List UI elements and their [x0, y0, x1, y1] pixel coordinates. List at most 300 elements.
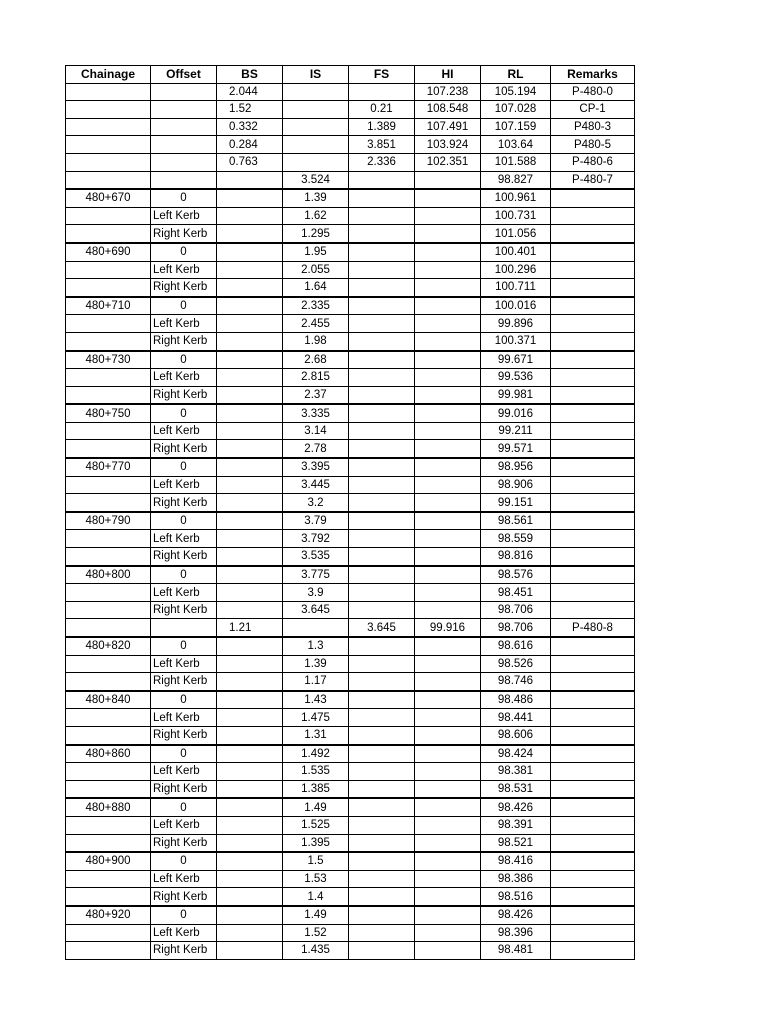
cell-is: 1.385 — [283, 780, 349, 798]
cell-chainage — [66, 601, 151, 619]
header-row — [66, 66, 635, 84]
cell-offset: Left Kerb — [151, 369, 217, 387]
cell-offset: 0 — [151, 458, 217, 476]
cell-offset: Right Kerb — [151, 279, 217, 297]
cell-hi — [415, 171, 481, 189]
cell-offset: 0 — [151, 189, 217, 207]
cell-bs — [217, 709, 283, 727]
cell-is: 1.62 — [283, 207, 349, 225]
header-hi: HI — [415, 66, 481, 84]
cell-is: 1.535 — [283, 763, 349, 781]
cell-is: 1.4 — [283, 888, 349, 906]
cell-fs — [349, 548, 415, 566]
cell-chainage: 480+730 — [66, 351, 151, 369]
cell-offset: Right Kerb — [151, 548, 217, 566]
cell-bs — [217, 476, 283, 494]
cell-fs — [349, 189, 415, 207]
cell-is: 1.475 — [283, 709, 349, 727]
table-row — [66, 798, 635, 816]
cell-rl: 98.616 — [481, 637, 551, 655]
table-row — [66, 101, 635, 119]
cell-hi — [415, 816, 481, 834]
cell-rl: 98.441 — [481, 709, 551, 727]
cell-remarks — [551, 601, 635, 619]
cell-rl: 98.706 — [481, 601, 551, 619]
cell-hi — [415, 351, 481, 369]
cell-rl: 105.194 — [481, 83, 551, 101]
cell-remarks — [551, 924, 635, 942]
table-row — [66, 315, 635, 333]
cell-chainage: 480+690 — [66, 243, 151, 261]
cell-offset — [151, 619, 217, 637]
table-row — [66, 780, 635, 798]
cell-fs — [349, 404, 415, 422]
cell-fs — [349, 763, 415, 781]
cell-chainage — [66, 870, 151, 888]
cell-bs — [217, 763, 283, 781]
cell-remarks — [551, 351, 635, 369]
header-fs: FS — [349, 66, 415, 84]
cell-hi — [415, 888, 481, 906]
cell-fs — [349, 207, 415, 225]
cell-rl: 98.426 — [481, 906, 551, 924]
cell-chainage — [66, 780, 151, 798]
cell-is: 3.792 — [283, 530, 349, 548]
cell-is: 3.445 — [283, 476, 349, 494]
cell-rl: 99.151 — [481, 494, 551, 512]
header-chainage: Chainage — [66, 66, 151, 84]
table-row — [66, 870, 635, 888]
cell-remarks — [551, 207, 635, 225]
cell-offset: Right Kerb — [151, 834, 217, 852]
cell-remarks — [551, 512, 635, 530]
cell-fs — [349, 888, 415, 906]
cell-bs — [217, 870, 283, 888]
cell-fs — [349, 225, 415, 243]
table-row — [66, 404, 635, 422]
cell-rl: 107.028 — [481, 101, 551, 119]
cell-is: 1.31 — [283, 726, 349, 744]
cell-rl: 98.381 — [481, 763, 551, 781]
cell-bs — [217, 332, 283, 350]
cell-bs — [217, 207, 283, 225]
cell-rl: 98.706 — [481, 619, 551, 637]
cell-bs — [217, 171, 283, 189]
cell-offset: Left Kerb — [151, 816, 217, 834]
cell-hi — [415, 924, 481, 942]
cell-rl: 99.536 — [481, 369, 551, 387]
cell-hi — [415, 279, 481, 297]
cell-rl: 103.64 — [481, 136, 551, 154]
cell-chainage: 480+710 — [66, 297, 151, 315]
cell-hi — [415, 870, 481, 888]
cell-remarks: P-480-0 — [551, 83, 635, 101]
cell-chainage — [66, 440, 151, 458]
cell-bs — [217, 888, 283, 906]
cell-chainage — [66, 816, 151, 834]
cell-fs — [349, 601, 415, 619]
table-row — [66, 118, 635, 136]
cell-offset: 0 — [151, 243, 217, 261]
cell-hi — [415, 386, 481, 404]
cell-bs — [217, 279, 283, 297]
cell-remarks — [551, 906, 635, 924]
cell-offset: Right Kerb — [151, 673, 217, 691]
cell-chainage — [66, 494, 151, 512]
cell-fs — [349, 297, 415, 315]
cell-hi — [415, 315, 481, 333]
cell-is: 1.52 — [283, 924, 349, 942]
cell-offset: 0 — [151, 798, 217, 816]
cell-chainage — [66, 726, 151, 744]
table-row — [66, 189, 635, 207]
cell-bs: 1.52 — [217, 101, 283, 119]
cell-rl: 98.396 — [481, 924, 551, 942]
cell-bs — [217, 351, 283, 369]
cell-fs — [349, 83, 415, 101]
cell-fs: 3.851 — [349, 136, 415, 154]
cell-remarks — [551, 404, 635, 422]
cell-rl: 101.588 — [481, 153, 551, 171]
table-row — [66, 279, 635, 297]
cell-remarks — [551, 745, 635, 763]
cell-bs — [217, 780, 283, 798]
cell-fs — [349, 315, 415, 333]
cell-rl: 98.424 — [481, 745, 551, 763]
cell-hi: 102.351 — [415, 153, 481, 171]
table-row — [66, 924, 635, 942]
table-row — [66, 261, 635, 279]
cell-remarks — [551, 870, 635, 888]
cell-is: 2.68 — [283, 351, 349, 369]
cell-rl: 100.296 — [481, 261, 551, 279]
cell-bs: 0.284 — [217, 136, 283, 154]
table-row — [66, 422, 635, 440]
table-row — [66, 942, 635, 960]
table-row — [66, 243, 635, 261]
cell-remarks: P-480-7 — [551, 171, 635, 189]
cell-is: 1.492 — [283, 745, 349, 763]
cell-fs — [349, 584, 415, 602]
cell-is: 1.39 — [283, 655, 349, 673]
cell-hi: 103.924 — [415, 136, 481, 154]
cell-chainage — [66, 153, 151, 171]
cell-rl: 99.896 — [481, 315, 551, 333]
cell-hi — [415, 691, 481, 709]
cell-bs — [217, 494, 283, 512]
cell-chainage — [66, 225, 151, 243]
table-row — [66, 83, 635, 101]
cell-rl: 98.531 — [481, 780, 551, 798]
cell-offset: Right Kerb — [151, 888, 217, 906]
cell-offset: Left Kerb — [151, 530, 217, 548]
cell-rl: 98.956 — [481, 458, 551, 476]
cell-rl: 99.571 — [481, 440, 551, 458]
cell-fs — [349, 906, 415, 924]
cell-is — [283, 118, 349, 136]
cell-chainage: 480+750 — [66, 404, 151, 422]
cell-fs — [349, 279, 415, 297]
cell-fs — [349, 386, 415, 404]
cell-rl: 100.711 — [481, 279, 551, 297]
table-row — [66, 171, 635, 189]
cell-chainage — [66, 548, 151, 566]
cell-remarks — [551, 655, 635, 673]
cell-remarks: P-480-8 — [551, 619, 635, 637]
table-row — [66, 619, 635, 637]
cell-offset: Right Kerb — [151, 386, 217, 404]
cell-rl: 98.426 — [481, 798, 551, 816]
cell-remarks — [551, 440, 635, 458]
cell-remarks — [551, 942, 635, 960]
cell-offset — [151, 153, 217, 171]
cell-offset: Left Kerb — [151, 422, 217, 440]
cell-rl: 98.561 — [481, 512, 551, 530]
cell-remarks — [551, 691, 635, 709]
cell-offset: 0 — [151, 566, 217, 584]
cell-is: 1.39 — [283, 189, 349, 207]
cell-is: 2.37 — [283, 386, 349, 404]
cell-hi — [415, 243, 481, 261]
cell-is: 3.775 — [283, 566, 349, 584]
cell-remarks — [551, 726, 635, 744]
cell-hi — [415, 297, 481, 315]
cell-offset — [151, 101, 217, 119]
cell-rl: 98.516 — [481, 888, 551, 906]
cell-hi — [415, 726, 481, 744]
cell-rl: 98.576 — [481, 566, 551, 584]
cell-bs — [217, 243, 283, 261]
cell-hi — [415, 261, 481, 279]
cell-offset: 0 — [151, 637, 217, 655]
table-row — [66, 440, 635, 458]
cell-is: 1.17 — [283, 673, 349, 691]
cell-remarks: P-480-6 — [551, 153, 635, 171]
table-row — [66, 207, 635, 225]
cell-offset: Right Kerb — [151, 225, 217, 243]
cell-offset: Right Kerb — [151, 332, 217, 350]
cell-hi — [415, 440, 481, 458]
cell-fs — [349, 369, 415, 387]
cell-offset — [151, 171, 217, 189]
cell-bs — [217, 816, 283, 834]
cell-hi — [415, 798, 481, 816]
cell-is: 3.9 — [283, 584, 349, 602]
cell-bs — [217, 422, 283, 440]
cell-remarks — [551, 637, 635, 655]
cell-is — [283, 153, 349, 171]
cell-rl: 98.526 — [481, 655, 551, 673]
cell-fs — [349, 834, 415, 852]
cell-hi — [415, 584, 481, 602]
cell-hi — [415, 207, 481, 225]
cell-offset: 0 — [151, 852, 217, 870]
cell-hi: 108.548 — [415, 101, 481, 119]
table-row — [66, 816, 635, 834]
cell-chainage — [66, 709, 151, 727]
cell-remarks — [551, 279, 635, 297]
cell-is — [283, 83, 349, 101]
cell-chainage — [66, 101, 151, 119]
table-row — [66, 655, 635, 673]
cell-bs — [217, 942, 283, 960]
cell-offset: 0 — [151, 745, 217, 763]
cell-remarks — [551, 816, 635, 834]
cell-chainage — [66, 673, 151, 691]
cell-chainage — [66, 83, 151, 101]
cell-hi — [415, 942, 481, 960]
cell-rl: 107.159 — [481, 118, 551, 136]
cell-is: 1.49 — [283, 906, 349, 924]
cell-chainage: 480+880 — [66, 798, 151, 816]
cell-rl: 100.401 — [481, 243, 551, 261]
table-row — [66, 852, 635, 870]
cell-offset: Left Kerb — [151, 261, 217, 279]
cell-remarks — [551, 888, 635, 906]
cell-offset: 0 — [151, 351, 217, 369]
cell-offset — [151, 136, 217, 154]
cell-remarks — [551, 494, 635, 512]
cell-remarks — [551, 673, 635, 691]
cell-rl: 99.016 — [481, 404, 551, 422]
cell-bs — [217, 189, 283, 207]
cell-is: 1.64 — [283, 279, 349, 297]
cell-fs — [349, 780, 415, 798]
cell-hi — [415, 655, 481, 673]
cell-remarks — [551, 225, 635, 243]
cell-offset: Left Kerb — [151, 476, 217, 494]
cell-remarks — [551, 332, 635, 350]
cell-remarks — [551, 261, 635, 279]
table-row — [66, 726, 635, 744]
cell-offset — [151, 83, 217, 101]
cell-hi — [415, 369, 481, 387]
cell-is: 3.14 — [283, 422, 349, 440]
cell-bs — [217, 691, 283, 709]
cell-chainage — [66, 386, 151, 404]
cell-remarks — [551, 386, 635, 404]
cell-hi — [415, 780, 481, 798]
cell-rl: 98.816 — [481, 548, 551, 566]
cell-chainage — [66, 530, 151, 548]
cell-bs: 1.21 — [217, 619, 283, 637]
cell-hi: 107.238 — [415, 83, 481, 101]
table-row — [66, 332, 635, 350]
cell-rl: 98.481 — [481, 942, 551, 960]
cell-hi — [415, 332, 481, 350]
cell-chainage: 480+840 — [66, 691, 151, 709]
cell-bs — [217, 726, 283, 744]
cell-fs — [349, 655, 415, 673]
cell-rl: 98.521 — [481, 834, 551, 852]
cell-hi — [415, 566, 481, 584]
cell-bs — [217, 386, 283, 404]
table-row — [66, 351, 635, 369]
cell-fs — [349, 942, 415, 960]
cell-fs — [349, 440, 415, 458]
cell-rl: 99.211 — [481, 422, 551, 440]
cell-is: 2.815 — [283, 369, 349, 387]
header-rl: RL — [481, 66, 551, 84]
cell-chainage: 480+860 — [66, 745, 151, 763]
cell-hi — [415, 601, 481, 619]
cell-chainage — [66, 136, 151, 154]
cell-is: 1.43 — [283, 691, 349, 709]
cell-rl: 98.827 — [481, 171, 551, 189]
cell-remarks — [551, 763, 635, 781]
table-row — [66, 601, 635, 619]
cell-hi — [415, 673, 481, 691]
cell-hi — [415, 476, 481, 494]
header-is: IS — [283, 66, 349, 84]
cell-fs — [349, 171, 415, 189]
cell-fs — [349, 530, 415, 548]
cell-bs — [217, 834, 283, 852]
cell-chainage — [66, 476, 151, 494]
cell-fs — [349, 673, 415, 691]
cell-bs — [217, 530, 283, 548]
table-row — [66, 566, 635, 584]
cell-chainage — [66, 369, 151, 387]
table-row — [66, 494, 635, 512]
cell-remarks — [551, 189, 635, 207]
cell-chainage — [66, 584, 151, 602]
cell-offset — [151, 118, 217, 136]
cell-hi: 99.916 — [415, 619, 481, 637]
cell-fs — [349, 870, 415, 888]
cell-fs — [349, 816, 415, 834]
cell-offset: Left Kerb — [151, 655, 217, 673]
cell-offset: Left Kerb — [151, 584, 217, 602]
cell-rl: 99.671 — [481, 351, 551, 369]
cell-rl: 98.391 — [481, 816, 551, 834]
cell-hi — [415, 709, 481, 727]
cell-fs — [349, 351, 415, 369]
cell-remarks — [551, 548, 635, 566]
table-body — [66, 83, 635, 959]
cell-chainage — [66, 315, 151, 333]
cell-fs — [349, 745, 415, 763]
cell-is: 1.3 — [283, 637, 349, 655]
table-row — [66, 691, 635, 709]
cell-rl: 99.981 — [481, 386, 551, 404]
cell-fs — [349, 512, 415, 530]
table-row — [66, 225, 635, 243]
cell-hi — [415, 745, 481, 763]
cell-rl: 98.416 — [481, 852, 551, 870]
cell-chainage — [66, 763, 151, 781]
cell-chainage — [66, 888, 151, 906]
cell-remarks — [551, 458, 635, 476]
cell-remarks — [551, 530, 635, 548]
cell-is: 3.2 — [283, 494, 349, 512]
cell-bs — [217, 548, 283, 566]
cell-fs — [349, 798, 415, 816]
cell-offset: 0 — [151, 906, 217, 924]
table-row — [66, 386, 635, 404]
cell-remarks — [551, 584, 635, 602]
cell-chainage: 480+800 — [66, 566, 151, 584]
cell-offset: Right Kerb — [151, 601, 217, 619]
cell-remarks: P480-3 — [551, 118, 635, 136]
cell-remarks — [551, 369, 635, 387]
cell-is: 3.535 — [283, 548, 349, 566]
cell-rl: 100.961 — [481, 189, 551, 207]
table-row — [66, 888, 635, 906]
cell-is — [283, 619, 349, 637]
cell-rl: 98.906 — [481, 476, 551, 494]
cell-bs — [217, 798, 283, 816]
